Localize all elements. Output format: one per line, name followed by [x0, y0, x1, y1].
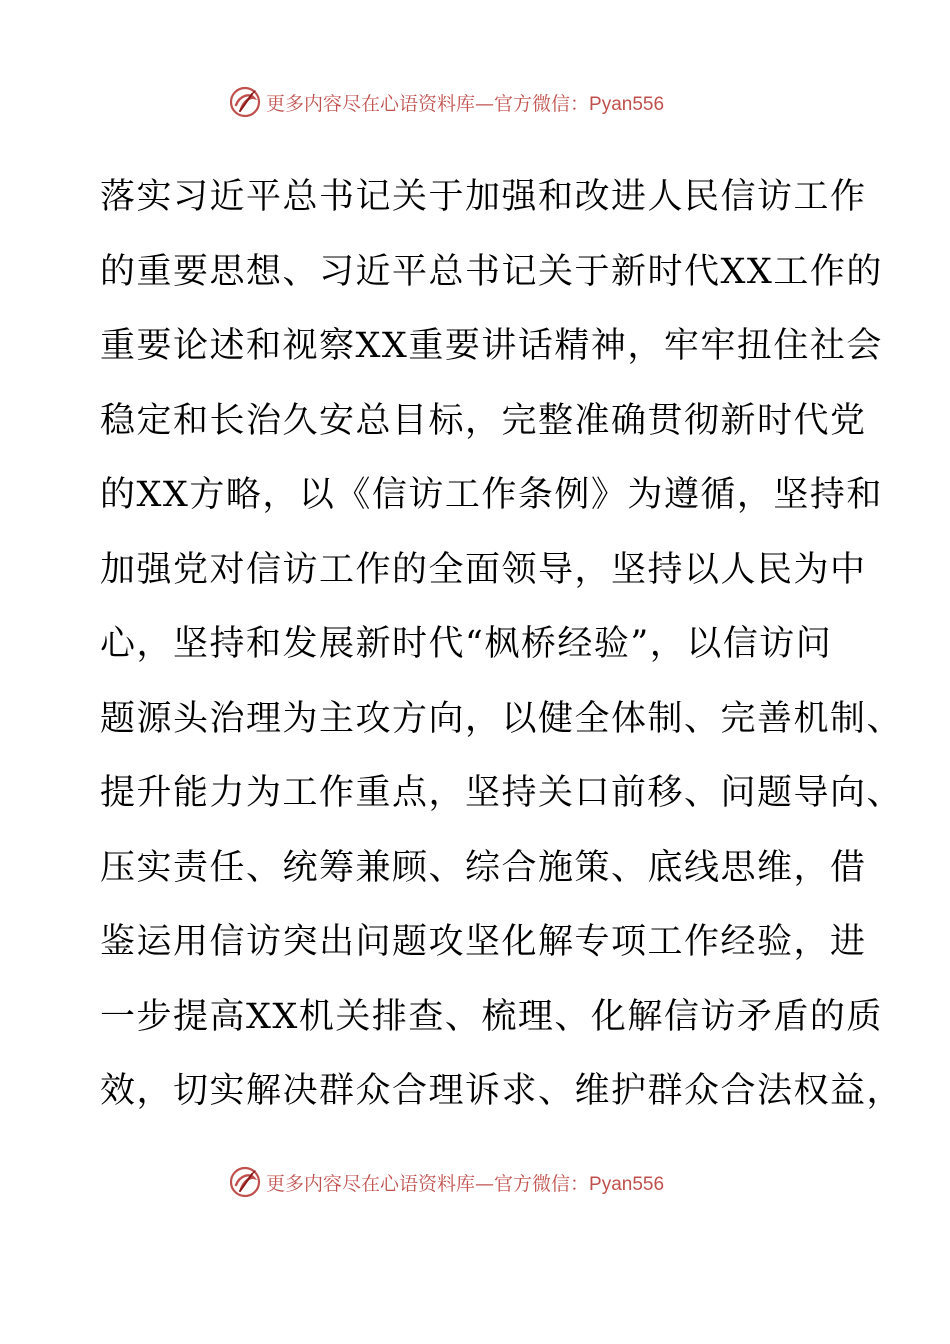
text-line: 稳定和长治久安总目标，完整准确贯彻新时代党 — [100, 400, 867, 441]
text-line: 的XX方略，以《信访工作条例》为遵循，坚持和 — [100, 475, 883, 515]
banner-text — [266, 1169, 664, 1196]
text-line: 压实责任、统筹兼顾、综合施策、底线思维，借 — [100, 847, 867, 888]
text-line: 重要论述和视察XX重要讲话精神，牢牢扭住社会 — [100, 326, 883, 366]
text-line: 鉴运用信访突出问题攻坚化解专项工作经验，进 — [100, 922, 867, 962]
banner-separator: — — [475, 92, 495, 115]
footer-banner — [228, 1162, 748, 1202]
text-line: 落实习近平总书记关于加强和改进人民信访工作 — [100, 177, 867, 217]
body-paragraph — [100, 160, 904, 1129]
text-line: 效，切实解决群众合理诉求、维护群众合法权益， — [100, 1071, 904, 1111]
text-line: 题源头治理为主攻方向，以健全体制、完善机制、 — [100, 698, 904, 739]
banner-separator: — — [475, 1172, 495, 1195]
text-line: 心，坚持和发展新时代“枫桥经验”，以信访问 — [100, 624, 833, 664]
banner-brand: 更多内容尽在心语资料库 — [266, 1172, 476, 1195]
banner-wechat-id: Pyan556 — [589, 1173, 665, 1195]
text-line: 一步提高XX机关排查、梳理、化解信访矛盾的质 — [100, 996, 883, 1037]
banner-wechat-label: 官方微信： — [494, 92, 590, 115]
banner-wechat-id: Pyan556 — [589, 93, 665, 115]
text-line: 加强党对信访工作的全面领导，坚持以人民为中 — [100, 549, 867, 590]
text-line: 的重要思想、习近平总书记关于新时代XX工作的 — [100, 251, 883, 292]
banner-brand: 更多内容尽在心语资料库 — [266, 92, 476, 115]
pen-swirl-logo-icon — [228, 85, 262, 119]
banner-wechat-label: 官方微信： — [494, 1172, 590, 1195]
header-banner — [228, 82, 748, 122]
text-line: 提升能力为工作重点，坚持关口前移、问题导向、 — [100, 773, 904, 813]
pen-swirl-logo-icon — [228, 1165, 262, 1199]
banner-text — [266, 89, 664, 116]
